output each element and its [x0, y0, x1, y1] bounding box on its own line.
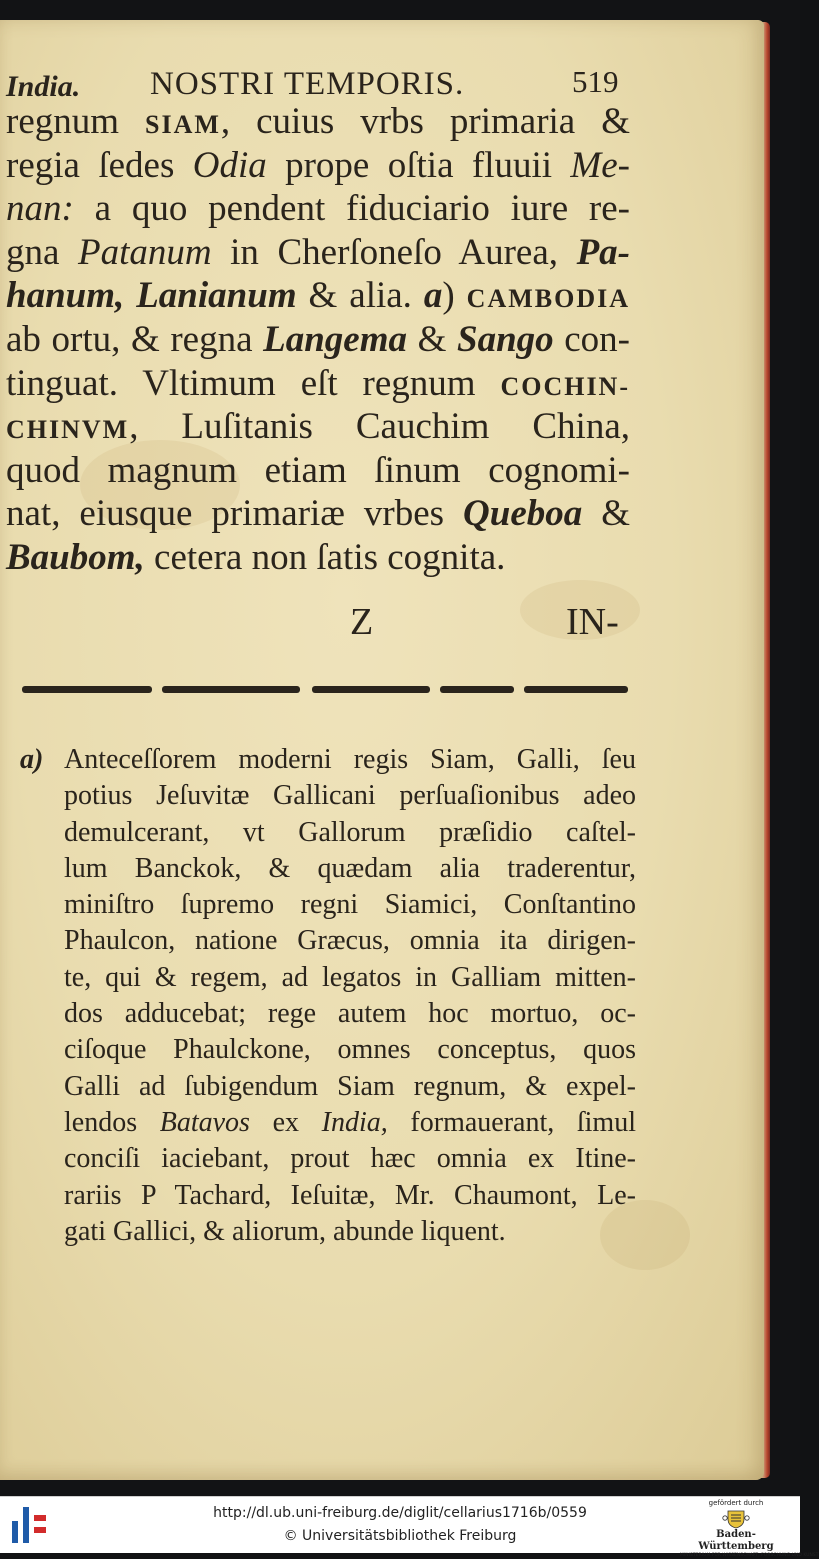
- footnote-line: [64, 1069, 636, 1105]
- text-run: regnum: [6, 101, 145, 142]
- text-run: conciſi iaciebant, prout hæc omnia ex Itine-: [64, 1143, 636, 1175]
- footnote-line: [64, 996, 636, 1032]
- text-run: , Luſitanis Cauchim China,: [129, 406, 630, 448]
- text-run: rariis P Tachard, Ieſuitæ, Mr. Chaumont, Le-: [64, 1179, 636, 1211]
- text-line: [6, 231, 630, 275]
- text-run: regia ſedes: [6, 144, 193, 186]
- catchword: IN-: [566, 601, 619, 643]
- text-run: CAMBODIA: [466, 284, 631, 314]
- sponsor-label: gefördert durch: [708, 1499, 764, 1507]
- sponsor-block: [680, 1499, 819, 1559]
- copyright-notice: © Universitätsbibliothek Freiburg: [283, 1528, 517, 1544]
- text-run: nat, eiusque primariæ vrbes: [6, 493, 464, 535]
- text-run: SIAM: [145, 110, 221, 139]
- text-run: te, qui & regem, ad legatos in Galliam mitten-: [64, 961, 636, 993]
- text-run: ab ortu, & regna: [6, 318, 264, 360]
- text-line: [6, 449, 630, 493]
- running-head-title: NOSTRI TEMPORIS.: [150, 66, 465, 102]
- text-run: a quo pendent fiduciario iure re-: [73, 188, 630, 230]
- state-crest-icon: [722, 1509, 750, 1529]
- text-run: & alia.: [296, 275, 424, 317]
- text-run: Batavos: [159, 1106, 250, 1138]
- text-run: ciſoque Phaulckone, omnes conceptus, quos: [64, 1034, 636, 1066]
- text-line: [6, 318, 630, 362]
- text-run: formauerant, ſimul: [387, 1106, 636, 1138]
- text-run: prope oſtia fluuii: [266, 144, 571, 186]
- footnote-line: [64, 1032, 636, 1068]
- text-run: demulcerant, vt Gallorum præſidio caſtel-: [64, 816, 636, 848]
- library-footer: [0, 1496, 819, 1558]
- text-run: a: [423, 275, 443, 317]
- text-run: potius Jeſuvitæ Gallicani perſuaſionibus adeo: [64, 780, 636, 812]
- text-line: [6, 405, 630, 449]
- text-run: con-: [553, 318, 630, 360]
- signature-mark: Z: [350, 601, 374, 643]
- permalink-url[interactable]: http://dl.ub.uni-freiburg.de/diglit/cellarius1716b/0559: [213, 1505, 587, 1521]
- text-line: [6, 187, 630, 231]
- footnote-line: [64, 815, 636, 851]
- text-run: Queboa: [463, 493, 583, 535]
- text-run: India,: [321, 1106, 388, 1138]
- sponsor-ministry: MINISTERIUM FÜR WISSENSCHAFT, FORSCHUNG UND KUNST: [680, 1553, 819, 1558]
- footnote-line: [64, 1178, 636, 1214]
- text-run: lendos: [64, 1106, 160, 1138]
- footnote-line: [64, 851, 636, 887]
- text-line: [6, 144, 630, 188]
- text-run: Patanum: [77, 231, 212, 273]
- footnote-line: [64, 1105, 636, 1141]
- text-run: dos adducebat; rege autem hoc mortuo, oc-: [64, 998, 636, 1030]
- footnote-divider-rule: [22, 686, 628, 696]
- text-run: miniſtro ſupremo regni Siamici, Conſtantino: [64, 889, 636, 921]
- footnote-line: [64, 1214, 636, 1250]
- text-run: gati Gallici, & aliorum, abunde liquent.: [64, 1215, 506, 1247]
- text-run: gna: [6, 231, 78, 273]
- text-line: [6, 274, 630, 318]
- text-line: [6, 362, 630, 406]
- text-run: Pa-: [576, 231, 630, 273]
- text-run: hanum, Lanianum: [6, 275, 297, 317]
- footnote-line: [64, 1141, 636, 1177]
- text-run: in Cherſoneſo Aurea,: [211, 231, 577, 273]
- text-run: Langema: [263, 318, 408, 360]
- footnote-line: [64, 887, 636, 923]
- footnote-line: [64, 742, 636, 778]
- sponsor-name: Baden-Württemberg: [698, 1529, 774, 1552]
- text-run: CHINVM: [6, 415, 130, 445]
- text-line: [6, 100, 630, 144]
- running-head-section: India.: [6, 70, 81, 103]
- footnote-line: [64, 960, 636, 996]
- footnote-line: [64, 778, 636, 814]
- page-number: 519: [572, 64, 619, 99]
- footnote-text: [64, 742, 636, 1250]
- text-run: Me-: [570, 144, 630, 186]
- text-run: COCHIN-: [500, 371, 630, 401]
- text-run: Sango: [457, 318, 554, 360]
- main-text-block: [6, 100, 630, 580]
- footnote-line: [64, 923, 636, 959]
- text-run: Galli ad ſubigendum Siam regnum, & expel-: [64, 1070, 636, 1102]
- text-line: [6, 492, 630, 536]
- text-run: quod magnum etiam ſinum cognomi-: [6, 449, 630, 491]
- text-run: lum Banckok, & quædam alia traderentur,: [64, 852, 636, 884]
- text-run: Baubom,: [6, 536, 145, 578]
- text-run: , cuius vrbs primaria &: [220, 101, 630, 142]
- text-run: tinguat. Vltimum eſt regnum: [6, 362, 501, 404]
- text-run: ): [442, 275, 467, 317]
- text-run: Anteceſſorem moderni regis Siam, Galli, ſeu: [64, 744, 636, 775]
- text-run: cetera non ſatis cognita.: [144, 536, 506, 578]
- text-run: &: [407, 318, 457, 360]
- text-run: Phaulcon, natione Græcus, omnia ita dirigen-: [64, 925, 636, 957]
- text-run: &: [582, 493, 631, 535]
- footnote-marker: a): [20, 744, 44, 775]
- text-line: [6, 536, 630, 580]
- text-run: Odia: [192, 144, 267, 186]
- text-run: ex: [249, 1106, 322, 1138]
- text-run: nan:: [6, 188, 74, 230]
